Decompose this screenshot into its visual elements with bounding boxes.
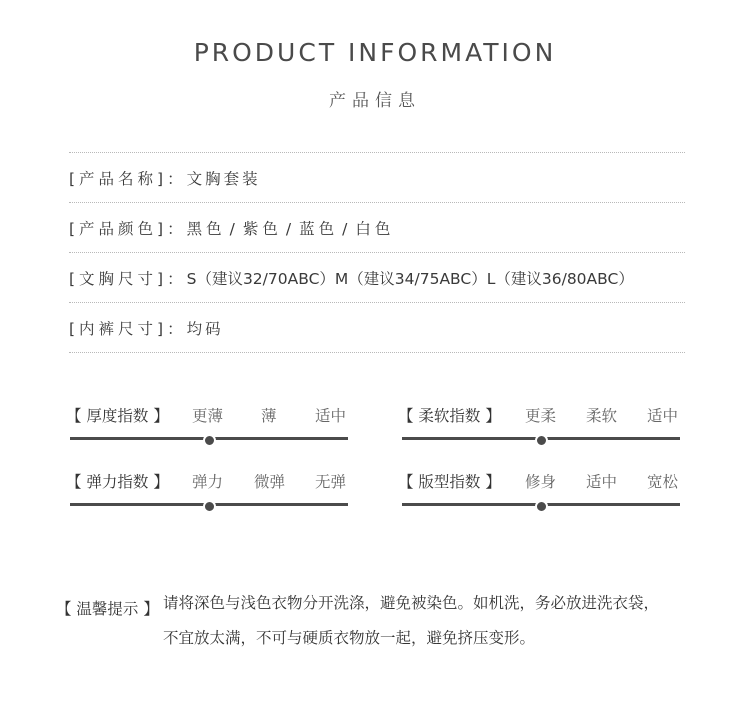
info-label: [内裤尺寸]： bbox=[69, 319, 187, 338]
separator: / bbox=[285, 219, 296, 238]
page-title-en: PRODUCT INFORMATION bbox=[193, 38, 557, 67]
info-label: [产品颜色]： bbox=[69, 219, 187, 238]
info-value: S（建议32/70ABC）M（建议34/75ABC）L（建议36/80ABC） bbox=[186, 269, 634, 288]
tips-line: 请将深色与浅色衣物分开洗涤，避免被染色。如机洗，务必放进洗衣袋， bbox=[163, 594, 660, 612]
scale-bar-right bbox=[213, 437, 348, 440]
product-info-table bbox=[69, 152, 685, 353]
scale-option: 适中 bbox=[647, 407, 679, 425]
scale-bar-right bbox=[545, 437, 680, 440]
page-title-cn: 产品信息 bbox=[329, 91, 421, 111]
scale-bar-right bbox=[213, 503, 348, 506]
fit-scale bbox=[398, 470, 680, 534]
scale-indicator bbox=[535, 434, 548, 447]
scale-bar-right bbox=[545, 503, 680, 506]
info-value: 均码 bbox=[186, 319, 224, 338]
scale-option: 柔软 bbox=[586, 407, 618, 425]
color-option: 白色 bbox=[355, 219, 395, 238]
scale-indicator bbox=[203, 500, 216, 513]
info-row-bra-size bbox=[69, 253, 685, 303]
scale-option: 宽松 bbox=[647, 473, 679, 491]
scale-indicator bbox=[203, 434, 216, 447]
info-row-name bbox=[69, 153, 685, 203]
scale-title: 【 柔软指数 】 bbox=[398, 407, 501, 425]
info-label: [文胸尺寸]： bbox=[69, 269, 187, 288]
separator: / bbox=[229, 219, 239, 238]
color-list bbox=[187, 217, 395, 239]
scale-title: 【 厚度指数 】 bbox=[66, 407, 169, 425]
scale-title: 【 弹力指数 】 bbox=[66, 473, 169, 491]
scale-bar-left bbox=[70, 503, 205, 506]
scale-track bbox=[70, 437, 348, 440]
scale-option: 修身 bbox=[525, 473, 557, 491]
color-option: 蓝色 bbox=[299, 219, 339, 238]
scale-option: 微弹 bbox=[254, 473, 286, 491]
tips-line: 不宜放太满，不可与硬质衣物放一起，避免挤压变形。 bbox=[163, 629, 536, 647]
separator: / bbox=[342, 219, 352, 238]
scale-option: 弹力 bbox=[192, 473, 224, 491]
color-option: 黑色 bbox=[186, 219, 226, 238]
info-value: 文胸套装 bbox=[186, 169, 261, 188]
scale-option: 适中 bbox=[315, 407, 347, 425]
scale-indicator bbox=[535, 500, 548, 513]
scale-bar-left bbox=[70, 437, 205, 440]
info-row-color bbox=[69, 203, 685, 253]
scale-option: 薄 bbox=[261, 407, 277, 425]
elasticity-scale bbox=[66, 470, 348, 534]
scale-bar-left bbox=[402, 503, 537, 506]
scale-option: 更柔 bbox=[525, 407, 557, 425]
scale-track bbox=[70, 503, 348, 506]
softness-scale bbox=[398, 404, 680, 468]
info-row-panty-size bbox=[69, 303, 685, 353]
info-label: [产品名称]： bbox=[69, 169, 187, 188]
scale-option: 适中 bbox=[586, 473, 618, 491]
scale-bar-left bbox=[402, 437, 537, 440]
scale-track bbox=[402, 437, 680, 440]
scale-title: 【 版型指数 】 bbox=[398, 473, 501, 491]
scale-track bbox=[402, 503, 680, 506]
thickness-scale bbox=[66, 404, 348, 468]
scale-option: 无弹 bbox=[315, 473, 347, 491]
tips-title: 【 温馨提示 】 bbox=[56, 600, 159, 618]
scale-option: 更薄 bbox=[192, 407, 224, 425]
color-option: 紫色 bbox=[242, 219, 282, 238]
